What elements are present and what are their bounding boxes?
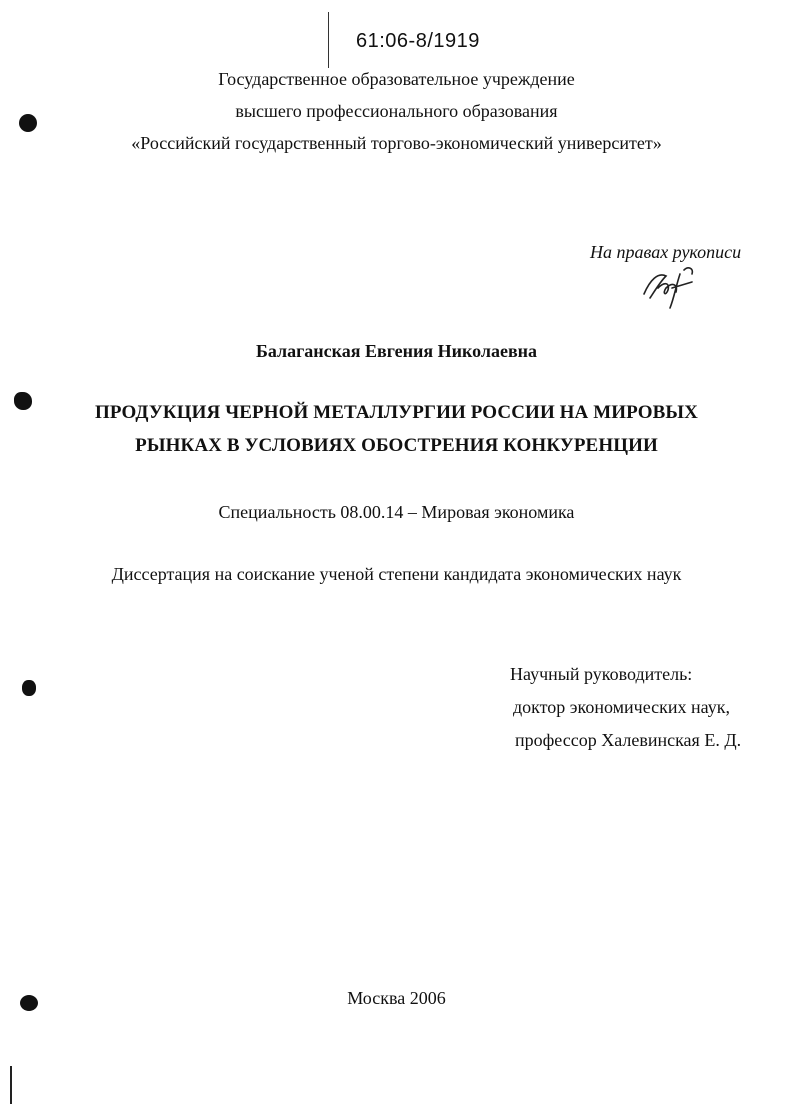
institution-line-3: «Российский государственный торгово-экономический университет» [131,133,662,153]
rights-notice: На правах рукописи [590,242,742,262]
advisor-label: Научный руководитель: [510,664,693,684]
dissertation-statement: Диссертация на соискание ученой степени кандидата экономических наук [111,564,682,584]
stamp-divider-line [328,12,329,68]
author-name: Балаганская Евгения Николаевна [255,341,538,361]
handwritten-signature [636,262,706,312]
institution-line-2: высшего профессионального образования [235,101,558,121]
advisor-name: профессор Халевинская Е. Д. [515,730,742,750]
specialty: Специальность 08.00.14 – Мировая экономика [218,502,575,522]
city-and-year: Москва 2006 [347,988,446,1008]
catalog-number: 61:06-8/1919 [356,30,480,52]
scan-edge-line [10,1066,12,1104]
dissertation-title-line-2: РЫНКАХ В УСЛОВИЯХ ОБОСТРЕНИЯ КОНКУРЕНЦИИ [135,435,658,456]
institution-line-1: Государственное образовательное учреждение [218,69,575,89]
dissertation-title-line-1: ПРОДУКЦИЯ ЧЕРНОЙ МЕТАЛЛУРГИИ РОССИИ НА МИРОВЫХ [95,402,698,423]
advisor-degree: доктор экономических наук, [513,697,730,717]
hole-punch-mark-3 [22,680,36,696]
